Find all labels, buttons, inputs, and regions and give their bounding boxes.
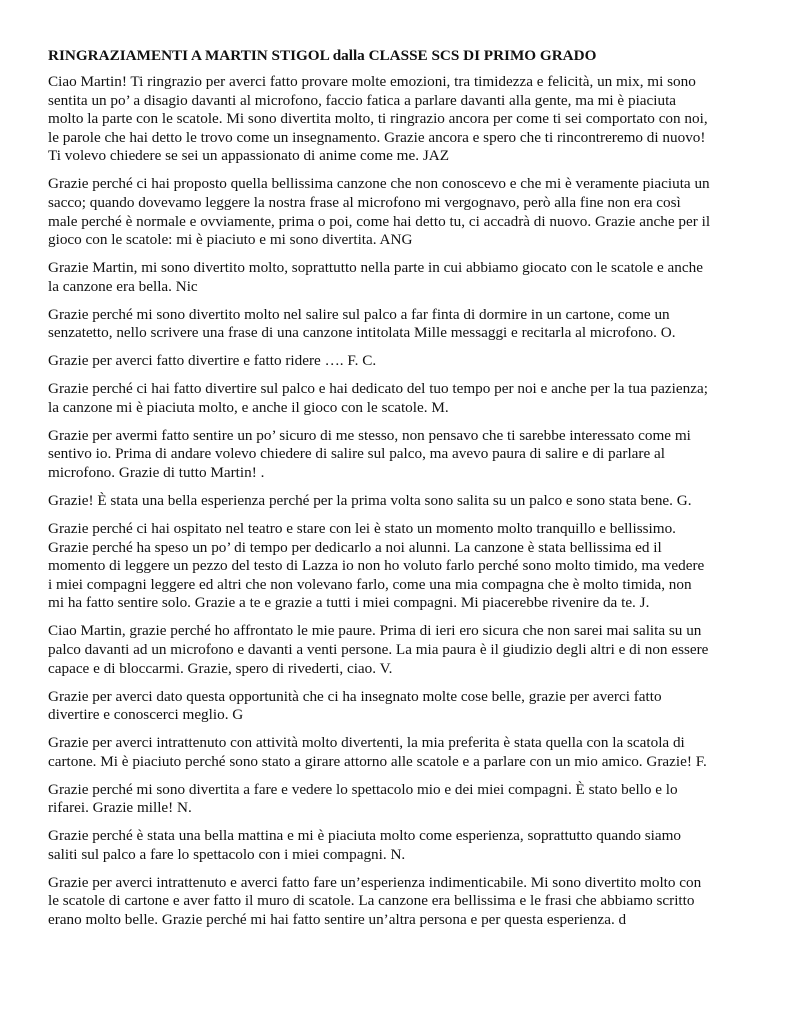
thank-you-message — [48, 734, 768, 771]
message-line: Grazie per averci intrattenuto e averci fatto fare un’esperienza indimenticabile. Mi sono divertito molto con — [48, 873, 702, 891]
message-line: la canzone era bella. Nic — [48, 277, 198, 295]
thank-you-message — [48, 688, 768, 725]
thank-you-message — [48, 520, 768, 613]
message-line: palco davanti ad un microfono e davanti a venti persone. La mia paura è il giudizio degli altri e di non essere — [48, 640, 709, 658]
message-line: molto la parte con le scatole. Mi sono divertita molto, ti ringrazio ancora per come ti sei comportato con noi, — [48, 110, 708, 128]
message-line: Grazie perché ci hai ospitato nel teatro e stare con lei è stato un momento molto tranquillo e bellissimo. — [48, 520, 676, 537]
document-page — [48, 47, 768, 939]
message-line: saliti sul palco a fare lo spettacolo con i miei compagni. N. — [48, 845, 406, 863]
message-line: microfono. Grazie di tutto Martin! . — [48, 464, 265, 482]
thank-you-message — [48, 259, 768, 296]
thank-you-message — [48, 73, 768, 166]
message-line: gioco con le scatole: mi è piaciuto e mi sono divertita. ANG — [48, 231, 413, 249]
message-line: divertire e conoscerci meglio. G — [48, 706, 244, 724]
message-line: Grazie perché ci hai proposto quella bellissima canzone che non conoscevo e che mi è veramente piaciuta un — [48, 175, 710, 193]
message-line: Grazie Martin, mi sono divertito molto, soprattutto nella parte in cui abbiamo giocato con le scatole e anche — [48, 259, 703, 277]
message-line: sentita un po’ a disagio davanti al microfono, faccio fatica a parlare davanti alla gente, ma mi è piaciuta — [48, 91, 677, 109]
message-line: Grazie perché mi sono divertita a fare e vedere lo spettacolo mio e dei miei compagni. È stato bello e lo — [48, 780, 678, 798]
message-line: sentivo io. Prima di andare volevo chiedere di salire sul palco, ma avevo paura di salire e di parlare al — [48, 445, 665, 463]
message-line: i miei compagni leggere ed altri che non volevano farlo, come una mia compagna che è molto timida, non — [48, 575, 692, 593]
thank-you-message — [48, 492, 768, 511]
message-line: Grazie! È stata una bella esperienza perché per la prima volta sono salita su un palco e sono stata bene. G. — [48, 492, 692, 510]
message-line: erano molto belle. Grazie perché mi hai fatto sentire un’altra persona e per questa esperienza. d — [48, 911, 627, 929]
message-line: momento di leggere un pezzo del testo di Lazza io non ho voluto farlo perché sono molto timido, ma vedere — [48, 557, 705, 575]
message-line: Grazie per averci dato questa opportunità che ci ha insegnato molte cose belle, grazie per averci fatto — [48, 687, 662, 705]
message-line: la canzone mi è piaciuta molto, e anche il gioco con le scatole. M. — [48, 398, 449, 416]
message-line: Ciao Martin! Ti ringrazio per averci fatto provare molte emozioni, tra timidezza e felicità, un mix, mi sono — [48, 73, 696, 90]
thank-you-message — [48, 827, 768, 864]
message-line: Grazie perché ci hai fatto divertire sul palco e hai dedicato del tuo tempo per noi e anche per la tua pazienza; — [48, 380, 708, 398]
message-line: Ciao Martin, grazie perché ho affrontato le mie paure. Prima di ieri ero sicura che non sarei mai salita su un — [48, 622, 702, 640]
message-line: le parole che hai detto le trovo come un insegnamento. Grazie ancora e spero che ti rincontreremo di nuovo! — [48, 128, 706, 146]
document-title: RINGRAZIAMENTI A MARTIN STIGOL dalla CLASSE SCS DI PRIMO GRADO — [48, 47, 597, 64]
message-line: Grazie perché mi sono divertito molto nel salire sul palco a far finta di dormire in un cartone, come un — [48, 305, 670, 323]
message-line: Grazie per averci intrattenuto con attività molto divertenti, la mia preferita è stata quella con la scatola di — [48, 734, 685, 752]
message-line: rifarei. Grazie mille! N. — [48, 799, 192, 817]
thank-you-message — [48, 781, 768, 818]
thank-you-message — [48, 622, 768, 678]
thank-you-message — [48, 380, 768, 417]
message-line: Grazie per averci fatto divertire e fatto ridere …. F. C. — [48, 352, 377, 370]
message-line: Grazie perché ha speso un po’ di tempo per dedicarlo a noi alunni. La canzone è stata bellissima ed il — [48, 538, 662, 556]
thank-you-message — [48, 175, 768, 249]
message-line: senzatetto, nello scrivere una frase di una canzone intitolata Mille messaggi e recitarla al microfono. O. — [48, 324, 676, 342]
message-line: sacco; quando dovevamo leggere la nostra frase al microfono mi vergognavo, però alla fine non era così — [48, 193, 681, 211]
message-line: mi ha fatto sentire solo. Grazie a te e grazie a tutti i miei compagni. Mi piacerebbe rivenire da te. J. — [48, 594, 650, 612]
thank-you-message — [48, 352, 768, 371]
thank-you-message — [48, 306, 768, 343]
message-line: Grazie perché è stata una bella mattina e mi è piaciuta molto come esperienza, soprattutto quando siamo — [48, 827, 681, 845]
thank-you-message — [48, 874, 768, 930]
message-line: capace e di bloccarmi. Grazie, spero di rivederti, ciao. V. — [48, 659, 393, 677]
message-line: Grazie per avermi fatto sentire un po’ sicuro di me stesso, non pensavo che ti sarebbe interessato come mi — [48, 426, 691, 444]
paragraph-list — [48, 73, 768, 930]
message-line: male perché è normale e ovviamente, prima o poi, come hai detto tu, ci accadrà di nuovo. Grazie anche per il — [48, 212, 711, 230]
message-line: Ti volevo chiedere se sei un appassionato di anime come me. JAZ — [48, 147, 449, 165]
message-line: le scatole di cartone e aver fatto il muro di scatole. La canzone era bellissima e le frasi che abbiamo scritto — [48, 892, 695, 910]
message-line: cartone. Mi è piaciuto perché sono stato a girare attorno alle scatole e a parlare con un mio amico. Grazie! F. — [48, 752, 707, 770]
thank-you-message — [48, 427, 768, 483]
